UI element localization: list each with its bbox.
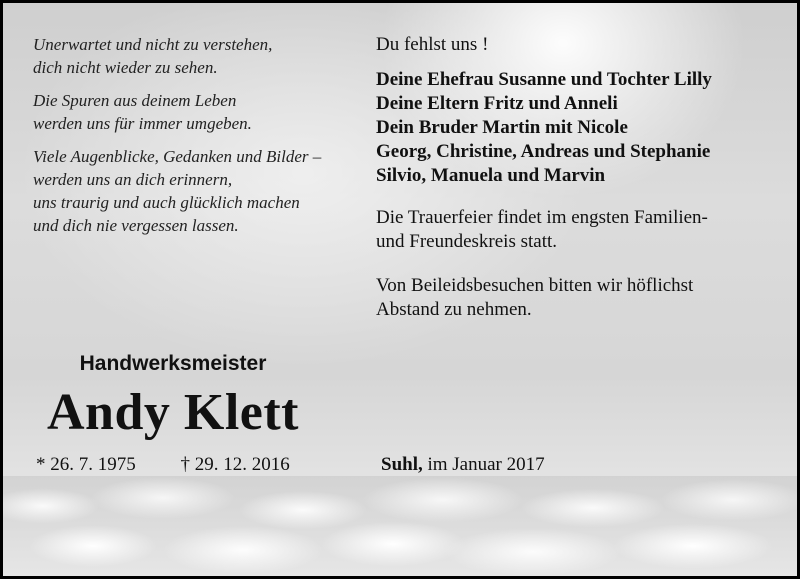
date-line: im Januar 2017 <box>427 454 545 475</box>
mourner-line: Deine Ehefrau Susanne und Tochter Lilly <box>376 69 712 90</box>
poem <box>33 33 363 247</box>
poem-stanza-3: Viele Augenblicke, Gedanken und Bilder – werden uns an dich erinnern, uns traurig und auch glücklich machen und dich nie vergessen lassen. <box>33 147 322 235</box>
mourners-list <box>376 68 786 188</box>
poem-stanza-1: Unerwartet und nicht zu verstehen, dich nicht wieder zu sehen. <box>33 35 273 77</box>
funeral-note: Die Trauerfeier findet im engsten Familien- und Freundeskreis statt. <box>376 207 708 252</box>
birth-date: * 26. 7. 1975 <box>36 454 136 475</box>
mourner-line: Deine Eltern Fritz und Anneli <box>376 93 618 114</box>
condolence-note: Von Beileidsbesuchen bitten wir höflichst Abstand zu nehmen. <box>376 275 694 320</box>
missed-line: Du fehlst uns ! <box>376 34 489 55</box>
mourner-line: Dein Bruder Martin mit Nicole <box>376 117 628 138</box>
mourner-line: Silvio, Manuela und Marvin <box>376 165 606 186</box>
poem-stanza-2: Die Spuren aus deinem Leben werden uns für immer umgeben. <box>33 91 252 133</box>
mourners-column <box>376 33 786 342</box>
life-dates <box>36 454 290 476</box>
profession-title: Handwerksmeister <box>79 352 267 375</box>
death-date: † 29. 12. 2016 <box>180 454 290 475</box>
place-name: Suhl, <box>381 454 423 475</box>
mourner-line: Georg, Christine, Andreas und Stephanie <box>376 141 711 162</box>
deceased-name: Andy Klett <box>47 384 299 441</box>
place-and-date <box>381 454 545 476</box>
cloud-background <box>3 476 797 576</box>
